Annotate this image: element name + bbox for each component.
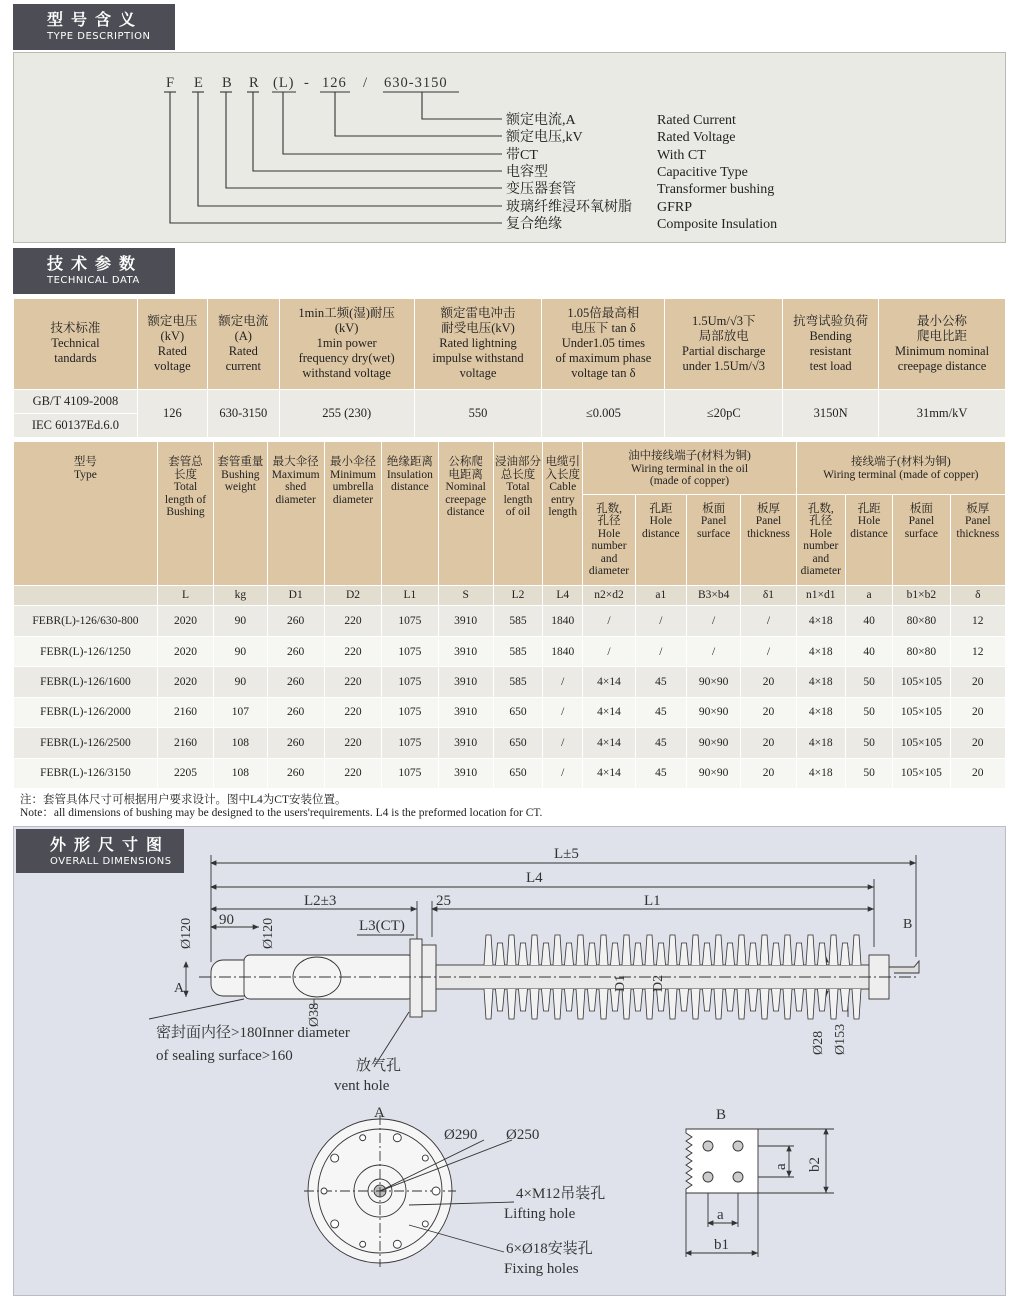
type-code-diagram <box>14 53 1007 244</box>
table-cell: / <box>741 636 796 666</box>
dim-label-d153: Ø153 <box>833 1023 848 1055</box>
table-cell: 20 <box>950 697 1005 727</box>
type-item-cn: 复合绝缘 <box>506 217 562 232</box>
table-row <box>14 667 1006 697</box>
group-header-oil-terminal: 油中接线端子(材料为铜) Wiring terminal in the oil (made of copper) <box>583 442 796 495</box>
table-cell: 45 <box>635 697 686 727</box>
spec-symbol: L1 <box>382 586 438 606</box>
flange-hole <box>422 1155 428 1161</box>
spec-symbol: L2 <box>493 586 542 606</box>
table-cell: 585 <box>493 636 542 666</box>
table-cell: / <box>686 606 740 636</box>
model-cell: FEBR(L)-126/2500 <box>14 728 158 758</box>
table-cell: 1075 <box>382 728 438 758</box>
spec-symbol: n2×d2 <box>583 586 635 606</box>
spec-symbol: a1 <box>635 586 686 606</box>
header-en: OVERALL DIMENSIONS <box>50 856 172 867</box>
spec-symbol: b1×b2 <box>893 586 950 606</box>
spec-subheader: 板厚 Panel thickness <box>950 494 1005 585</box>
table-cell: 12 <box>950 636 1005 666</box>
table-cell: 20 <box>950 728 1005 758</box>
table-cell: / <box>635 636 686 666</box>
tech-header: 1min工频(湿)耐压 (kV) 1min power frequency dry(wet) withstand voltage <box>279 299 414 390</box>
table-cell: 50 <box>845 728 892 758</box>
tech-standard: GB/T 4109-2008 <box>14 389 138 413</box>
dim-label-d120a: Ø120 <box>179 917 194 949</box>
table-cell: 2160 <box>157 728 213 758</box>
spec-symbol-row <box>14 586 1006 606</box>
dim-label-L1: L1 <box>644 893 661 909</box>
spec-subheader: 孔数, 孔径 Hole number and diameter <box>796 494 845 585</box>
dim-label-d120b: Ø120 <box>261 917 276 949</box>
tech-header-row <box>14 299 1006 390</box>
table-cell: 90×90 <box>686 697 740 727</box>
table-cell: 50 <box>845 697 892 727</box>
table-cell: 108 <box>214 758 267 788</box>
flange-hole <box>422 1221 428 1227</box>
dim-label-L2: L2±3 <box>304 893 337 909</box>
dim-label-b2: b2 <box>807 1157 823 1172</box>
group-header-wiring-terminal: 接线端子(材料为铜) Wiring terminal (made of copper) <box>796 442 1005 495</box>
type-description-header <box>13 4 175 50</box>
model-cell: FEBR(L)-126/1600 <box>14 667 158 697</box>
type-item-en: Rated Current <box>657 113 736 128</box>
table-cell: 1840 <box>543 636 583 666</box>
code-letter: (L) <box>273 75 295 91</box>
spec-symbol: D2 <box>324 586 381 606</box>
tech-standard: IEC 60137Ed.6.0 <box>14 413 138 437</box>
spec-header: 最大伞径 Maximum shed diameter <box>267 442 324 586</box>
flange-hole <box>432 1187 440 1195</box>
table-cell: 220 <box>324 636 381 666</box>
table-row <box>14 728 1006 758</box>
table-cell: 80×80 <box>893 636 950 666</box>
spec-subheader: 孔距 Hole distance <box>635 494 686 585</box>
table-cell: 2160 <box>157 697 213 727</box>
dim-label-a-vertical: a <box>773 1163 789 1170</box>
dim-label-25: 25 <box>436 893 451 909</box>
fixing-hole-label-2: Fixing holes <box>504 1261 579 1277</box>
table-cell: / <box>543 758 583 788</box>
type-item-en: Composite Insulation <box>657 217 778 232</box>
dim-label-D1: D1 <box>613 974 628 992</box>
spec-header: 电缆引 入长度 Cable entry length <box>543 442 583 586</box>
table-cell: 3910 <box>438 667 493 697</box>
tech-header: 最小公称 爬电比距 Minimum nominal creepage distance <box>879 299 1006 390</box>
code-letter: / <box>363 75 369 91</box>
table-cell: 220 <box>324 606 381 636</box>
model-cell: FEBR(L)-126/630-800 <box>14 606 158 636</box>
dim-label-d250: Ø250 <box>506 1127 540 1143</box>
lifting-hole-label-2: Lifting hole <box>504 1206 576 1222</box>
spec-header: 最小伞径 Minimum umbrella diameter <box>324 442 381 586</box>
type-item-en: Capacitive Type <box>657 165 748 180</box>
overall-dimensions-panel <box>13 826 1006 1296</box>
table-cell: 585 <box>493 606 542 636</box>
spec-symbol: δ <box>950 586 1005 606</box>
dim-label-d38: Ø38 <box>307 1002 322 1027</box>
vent-label-2: vent hole <box>334 1078 390 1094</box>
table-cell: 80×80 <box>893 606 950 636</box>
spec-header: 套管总 长度 Total length of Bushing <box>157 442 213 586</box>
table-cell: 40 <box>845 636 892 666</box>
table-cell: 4×14 <box>583 667 635 697</box>
type-item-cn: 玻璃纤维浸环氧树脂 <box>506 200 632 215</box>
table-cell: 650 <box>493 758 542 788</box>
dim-label-b1: b1 <box>714 1237 729 1253</box>
table-cell: / <box>741 606 796 636</box>
table-cell: 3910 <box>438 636 493 666</box>
table-cell: 260 <box>267 728 324 758</box>
table-row <box>14 636 1006 666</box>
seal-label-1: 密封面内径>180Inner diameter <box>156 1025 350 1041</box>
table-cell: 3910 <box>438 758 493 788</box>
table-cell: 4×18 <box>796 728 845 758</box>
spec-body <box>14 606 1006 789</box>
flange-hole <box>331 1154 339 1162</box>
table-cell: 1075 <box>382 636 438 666</box>
dimension-drawing <box>14 827 1007 1297</box>
spec-header: 型号 Type <box>14 442 158 586</box>
dim-label-B: B <box>903 917 913 932</box>
spec-symbol: a <box>845 586 892 606</box>
table-cell: 40 <box>845 606 892 636</box>
table-cell: 1075 <box>382 697 438 727</box>
model-cell: FEBR(L)-126/1250 <box>14 636 158 666</box>
code-letter: E <box>194 75 204 91</box>
table-cell: 3910 <box>438 697 493 727</box>
table-cell: 107 <box>214 697 267 727</box>
type-item-en: GFRP <box>657 200 693 215</box>
table-cell: 3910 <box>438 606 493 636</box>
table-cell: 20 <box>950 758 1005 788</box>
spec-symbol: D1 <box>267 586 324 606</box>
table-cell: 45 <box>635 728 686 758</box>
flange-hole <box>331 1220 339 1228</box>
view-a-flange <box>304 1115 514 1267</box>
dim-label-90: 90 <box>219 912 234 928</box>
view-b-terminal <box>686 1129 834 1257</box>
technical-data-header <box>13 248 175 294</box>
table-cell: 105×105 <box>893 667 950 697</box>
table-cell: / <box>635 606 686 636</box>
table-cell: 90 <box>214 606 267 636</box>
table-row <box>14 606 1006 636</box>
dim-label-L3: L3(CT) <box>359 918 405 934</box>
table-cell: 12 <box>950 606 1005 636</box>
table-cell: 45 <box>635 667 686 697</box>
header-en: TECHNICAL DATA <box>47 275 140 286</box>
table-cell: 220 <box>324 758 381 788</box>
view-b-label: B <box>716 1107 727 1123</box>
table-cell: 260 <box>267 606 324 636</box>
flange-hole <box>393 1134 401 1142</box>
lifting-hole-label-1: 4×M12吊装孔 <box>516 1186 606 1202</box>
table-cell: 20 <box>741 697 796 727</box>
table-cell: 20 <box>741 758 796 788</box>
table-cell: 105×105 <box>893 697 950 727</box>
table-cell: 4×18 <box>796 606 845 636</box>
tech-header: 额定电流 (A) Rated current <box>207 299 279 390</box>
table-cell: 1840 <box>543 606 583 636</box>
tech-value: 3150N <box>783 389 879 437</box>
table-cell: 90×90 <box>686 667 740 697</box>
table-cell: 1075 <box>382 606 438 636</box>
spec-header: 套管重量 Bushing weight <box>214 442 267 586</box>
technical-data-table <box>13 298 1006 438</box>
footnote-en: Note：all dimensions of bushing may be designed to the users'requirements. L4 is the preformed location for CT. <box>20 807 543 819</box>
tech-value: 31mm/kV <box>879 389 1006 437</box>
spec-header: 绝缘距离 Insulation distance <box>382 442 438 586</box>
table-cell: / <box>543 697 583 727</box>
footnote <box>20 794 542 820</box>
table-cell: 90×90 <box>686 728 740 758</box>
spec-symbol: n1×d1 <box>796 586 845 606</box>
type-item-en: With CT <box>657 148 706 163</box>
table-cell: 20 <box>950 667 1005 697</box>
tech-header: 额定电压 (kV) Rated voltage <box>137 299 207 390</box>
table-cell: 650 <box>493 697 542 727</box>
tech-header: 抗弯试验负荷 Bending resistant test load <box>783 299 879 390</box>
spec-subheader: 孔数, 孔径 Hole number and diameter <box>583 494 635 585</box>
table-cell: 20 <box>741 728 796 758</box>
spec-header: 公称爬 电距离 Nominal creepage distance <box>438 442 493 586</box>
table-cell: 45 <box>635 758 686 788</box>
code-letter: F <box>166 75 176 91</box>
tech-value: 630-3150 <box>207 389 279 437</box>
spec-subheader: 孔距 Hole distance <box>845 494 892 585</box>
table-cell: 1075 <box>382 667 438 697</box>
type-item-cn: 变压器套管 <box>506 182 576 197</box>
spec-symbol: B3×b4 <box>686 586 740 606</box>
code-letter: B <box>222 75 233 91</box>
dim-label-d290: Ø290 <box>444 1127 478 1143</box>
spec-symbol: kg <box>214 586 267 606</box>
table-cell: 4×18 <box>796 758 845 788</box>
table-cell: 50 <box>845 667 892 697</box>
header-cn: 外形尺寸图 <box>50 835 171 854</box>
table-cell: 105×105 <box>893 728 950 758</box>
dim-label-L5: L±5 <box>554 846 579 862</box>
spec-symbol: L4 <box>543 586 583 606</box>
dim-label-d28: Ø28 <box>811 1030 826 1055</box>
type-item-en: Rated Voltage <box>657 130 736 145</box>
flange-hole <box>360 1241 366 1247</box>
model-cell: FEBR(L)-126/3150 <box>14 758 158 788</box>
table-cell: 4×18 <box>796 636 845 666</box>
type-item-cn: 额定电压,kV <box>506 130 583 145</box>
table-cell: 260 <box>267 758 324 788</box>
overall-dimensions-header <box>16 829 184 873</box>
table-cell: 20 <box>741 667 796 697</box>
model-cell: FEBR(L)-126/2000 <box>14 697 158 727</box>
table-cell: 50 <box>845 758 892 788</box>
table-cell: / <box>543 667 583 697</box>
tech-value: 550 <box>414 389 542 437</box>
table-cell: 2020 <box>157 667 213 697</box>
table-cell: 90 <box>214 667 267 697</box>
spec-symbol: S <box>438 586 493 606</box>
code-letter: 630-3150 <box>384 75 448 91</box>
tech-value: ≤0.005 <box>542 389 665 437</box>
fixing-hole-label-1: 6×Ø18安装孔 <box>506 1241 593 1257</box>
spec-subheader: 板面 Panel surface <box>686 494 740 585</box>
tech-value-row <box>14 389 1006 413</box>
table-cell: 650 <box>493 728 542 758</box>
spec-header: 浸油部分 总长度 Total length of oil <box>493 442 542 586</box>
footnote-cn: 注：套管具体尺寸可根据用户要求设计。图中L4为CT安装位置。 <box>20 794 347 806</box>
spec-symbol-blank <box>14 586 158 606</box>
table-cell: / <box>583 636 635 666</box>
table-row <box>14 697 1006 727</box>
spec-header-row <box>14 442 1006 495</box>
seal-label-2: of sealing surface>160 <box>156 1048 293 1064</box>
spec-subheader: 板面 Panel surface <box>893 494 950 585</box>
tech-header: 1.05倍最高相 电压下 tan δ Under1.05 times of maximum phase voltage tan δ <box>542 299 665 390</box>
table-cell: 585 <box>493 667 542 697</box>
table-row <box>14 758 1006 788</box>
spec-subheader: 板厚 Panel thickness <box>741 494 796 585</box>
table-cell: 3910 <box>438 728 493 758</box>
type-item-cn: 电容型 <box>506 165 548 180</box>
table-cell: 260 <box>267 667 324 697</box>
type-item-cn: 带CT <box>506 148 538 163</box>
tech-value: 126 <box>137 389 207 437</box>
dim-label-a-horizontal: a <box>717 1207 724 1223</box>
table-cell: 2020 <box>157 606 213 636</box>
type-item-cn: 额定电流,A <box>506 113 576 128</box>
table-cell: 105×105 <box>893 758 950 788</box>
dim-label-D2: D2 <box>651 974 666 992</box>
table-cell: 4×18 <box>796 697 845 727</box>
tech-header: 额定雷电冲击 耐受电压(kV) Rated lightning impulse withstand voltage <box>414 299 542 390</box>
spec-symbol: δ1 <box>741 586 796 606</box>
view-a-label: A <box>374 1105 385 1121</box>
flange-hole <box>393 1240 401 1248</box>
table-cell: 220 <box>324 697 381 727</box>
table-cell: 260 <box>267 636 324 666</box>
vent-label-1: 放气孔 <box>356 1058 402 1074</box>
table-cell: 2205 <box>157 758 213 788</box>
table-cell: 220 <box>324 728 381 758</box>
table-cell: 1075 <box>382 758 438 788</box>
tech-header: 1.5Um/√3下 局部放电 Partial discharge under 1.5Um/√3 <box>665 299 783 390</box>
header-cn: 技术参数 <box>47 254 144 273</box>
table-cell: 4×14 <box>583 758 635 788</box>
table-cell: / <box>543 728 583 758</box>
table-cell: 4×14 <box>583 697 635 727</box>
type-description-panel <box>13 52 1006 243</box>
header-cn: 型号含义 <box>47 10 144 29</box>
type-item-en: Transformer bushing <box>657 182 775 197</box>
dim-label-L4: L4 <box>526 870 543 886</box>
spec-symbol: L <box>157 586 213 606</box>
table-cell: 4×14 <box>583 728 635 758</box>
header-en: TYPE DESCRIPTION <box>47 31 151 42</box>
table-cell: 90 <box>214 636 267 666</box>
table-cell: / <box>583 606 635 636</box>
table-cell: 2020 <box>157 636 213 666</box>
tech-header: 技术标准 Technical tandards <box>14 299 138 390</box>
table-cell: / <box>686 636 740 666</box>
dim-label-A: A <box>174 981 185 996</box>
flange-hole <box>360 1135 366 1141</box>
table-cell: 4×18 <box>796 667 845 697</box>
table-cell: 108 <box>214 728 267 758</box>
spec-table <box>13 441 1006 789</box>
code-letter: R <box>249 75 260 91</box>
table-cell: 260 <box>267 697 324 727</box>
flange-hole <box>321 1188 327 1194</box>
tech-value: 255 (230) <box>279 389 414 437</box>
table-cell: 90×90 <box>686 758 740 788</box>
tech-value: ≤20pC <box>665 389 783 437</box>
table-cell: 220 <box>324 667 381 697</box>
code-letter: 126 <box>322 75 347 91</box>
code-letter: - <box>304 75 310 91</box>
